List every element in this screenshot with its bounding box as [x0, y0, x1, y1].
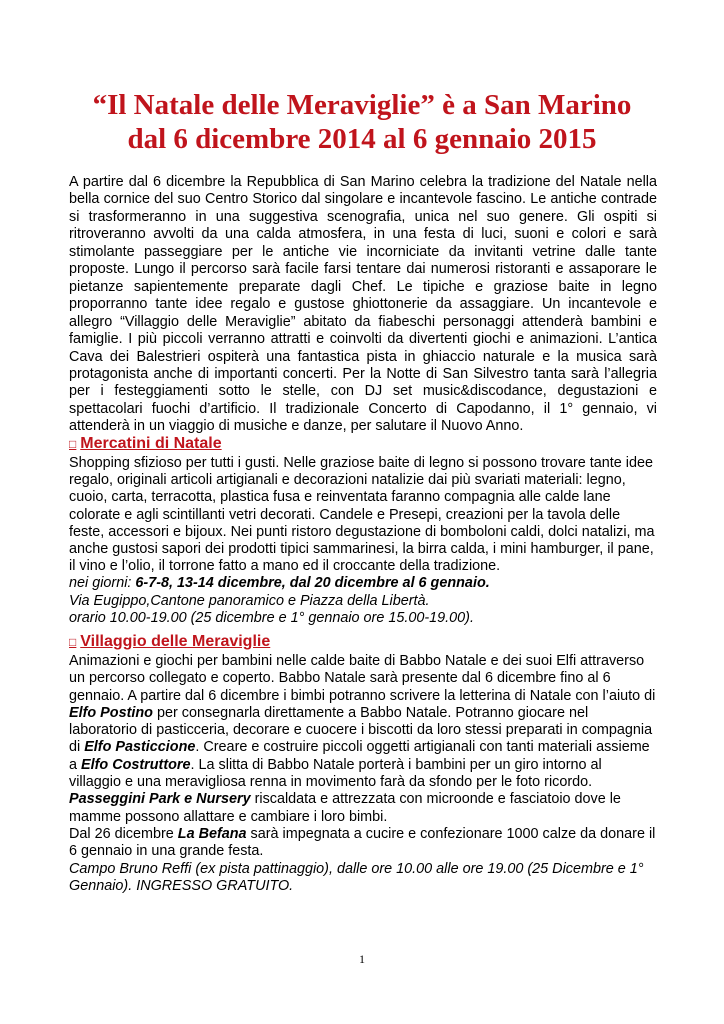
section-villaggio [69, 632, 657, 895]
elfo-costruttore: Elfo Costruttore [81, 756, 191, 773]
mercatini-days [69, 575, 657, 592]
park-text: riscaldata e attrezzata con microonde e fasciatoio dove le mamme possono allattare e cambiare i loro bimbi. [69, 791, 621, 825]
section-heading-mercatini [69, 434, 657, 454]
befana-label: La Befana [177, 825, 247, 842]
title-line-2: dal 6 dicembre 2014 al 6 gennaio 2015 [127, 123, 597, 155]
body-text: per consegnarla direttamente a Babbo Natale. Potranno giocare nel laboratorio di pasticceria, decorare e cuocere i biscotti da loro stessi preparati in compagnia di [69, 704, 653, 756]
days-label: nei giorni: [69, 575, 132, 592]
section-heading-text: Villaggio delle Meraviglie [80, 633, 271, 650]
villaggio-body [69, 653, 657, 791]
mercatini-hours: orario 10.00-19.00 (25 dicembre e 1° gennaio ore 15.00-19.00). [69, 609, 474, 626]
befana-post: sarà impegnata a cucire e confezionare 1000 calze da donare il 6 gennaio in una grande festa. [69, 825, 656, 860]
elfo-postino: Elfo Postino [69, 704, 153, 721]
body-text: Animazioni e giochi per bambini nelle calde baite di Babbo Natale e dei suoi Elfi attraverso un percorso collegato e coperto. Babbo Natale sarà presente dal 6 dicembre fino al 6 gennaio. A partire dal 6 dicembre i bimbi potranno scrivere la letterina di Natale con l’aiuto di [69, 653, 656, 704]
villaggio-location: Campo Bruno Reffi (ex pista pattinaggio), dalle ore 10.00 alle ore 19.00 (25 Dicembre e 1° Gennaio). INGRESSO GRATUITO. [69, 860, 644, 894]
mercatini-location: Via Eugippo,Cantone panoramico e Piazza della Libertà. [69, 592, 430, 609]
elfo-pasticcione: Elfo Pasticcione [84, 739, 196, 756]
mercatini-body: Shopping sfizioso per tutti i gusti. Nelle graziose baite di legno si possono trovare tante idee regalo, originali articoli artigianali e decorazioni natalizie dai più svariati materiali: legno, cuoio, carta, terracotta, plastica fusa e reinventata faranno compagnia alle calde lane colorate e agli scintillanti vetri decorati. Candele e Presepi, creazioni per la tavola delle feste, accessori e bijoux. Nei punti ristoro degustazione di bomboloni caldi, dolci natalizi, ma anche gustosi sapori dei prodotti tipici sammarinesi, la birra calda, i mini hamburger, il pane, il vino e l’olio, il torrone fatto a mano ed il croccante della tradizione. [69, 455, 655, 575]
body-text: . La slitta di Babbo Natale porterà i bambini per un giro intorno al villaggio e una meravigliosa renna in movimento farà da sfondo per le foto ricordo. [69, 756, 602, 791]
checkbox-bullet-icon: □ [69, 437, 77, 451]
intro-paragraph: A partire dal 6 dicembre la Repubblica di San Marino celebra la tradizione del Natale nella bella cornice del suo Centro Storico dal singolare e incantevole fascino. Le antiche contrade si trasformeranno in una suggestiva scenografia, unica nel suo genere. Gli ospiti si ritroveranno avvolti da una calda atmosfera, in una festa di luci, suoni e colori e sarà stimolante passeggiare per le antiche vie incorniciate da invitanti vetrine dalle tante proposte. Lungo il percorso sarà facile farsi tentare dai numerosi ristoranti e assaporare le pietanze sapientemente preparate dagli Chef. Le tipiche e graziose baite in legno proporranno tante idee regalo e gustose ghiottonerie da assaggiare. Un incantevole e allegro “Villaggio delle Meraviglie” abitato da fiabeschi personaggi attenderà bambini e famiglie. I più piccoli verranno attratti e coinvolti da divertenti giochi e animazioni. L’antica Cava dei Balestrieri ospiterà una fantastica pista in ghiaccio naturale e la musica sarà protagonista anche di importanti concerti. Per la Notte di San Silvestro tanta sarà l’allegria per i festeggiamenti sotto le stelle, con DJ set music&discodance, degustazioni e spettacolari fuochi d’artificio. Il tradizionale Concerto di Capodanno, il 1° gennaio, vi attenderà in un viaggio di musiche e danze, per salutare il Nuovo Anno. [69, 174, 657, 435]
page-number: 1 [359, 952, 365, 966]
section-mercatini [69, 434, 657, 627]
days-value: 6-7-8, 13-14 dicembre, dal 20 dicembre al 6 gennaio. [135, 575, 490, 592]
page-title [40, 88, 684, 156]
villaggio-befana [69, 826, 657, 861]
villaggio-park [69, 791, 657, 826]
body-text: . Creare e costruire piccoli oggetti artigianali con tanti materiali assieme a [69, 739, 650, 773]
park-label: Passeggini Park e Nursery [69, 791, 251, 808]
title-line-1: “Il Natale delle Meraviglie” è a San Marino [92, 89, 632, 121]
befana-pre: Dal 26 dicembre [69, 825, 178, 842]
checkbox-bullet-icon: □ [69, 635, 77, 649]
section-heading-villaggio [69, 632, 657, 652]
section-heading-text: Mercatini di Natale [80, 435, 222, 452]
